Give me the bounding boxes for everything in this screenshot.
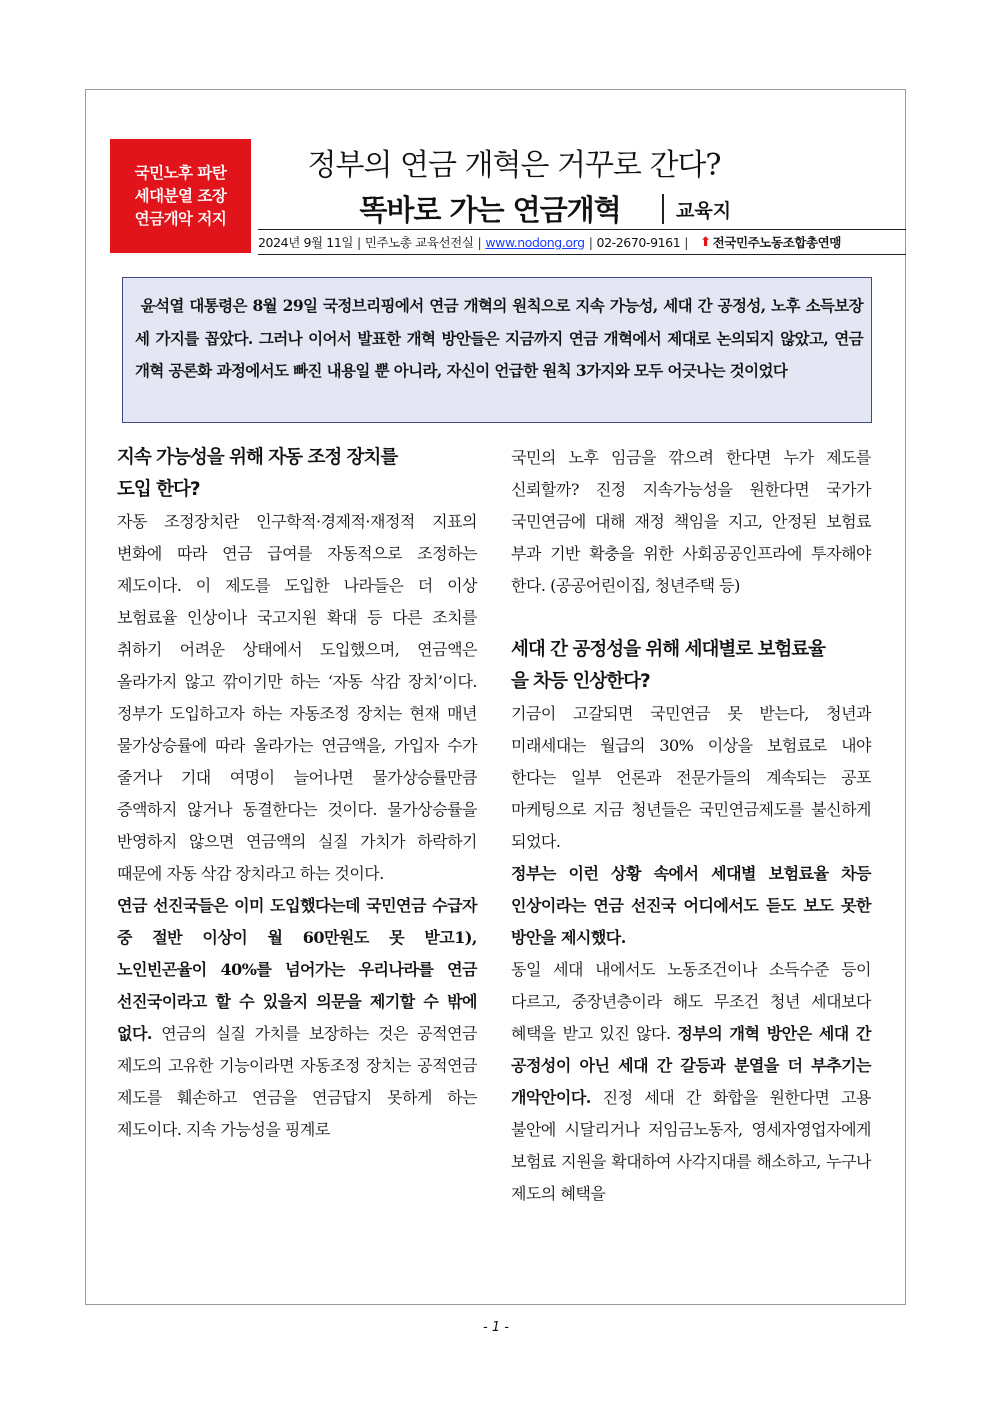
section2-heading-line2: 을 차등 인상한다?: [511, 671, 650, 692]
page-number: - 1 -: [483, 1320, 509, 1335]
phone-number: 02-2670-9161: [596, 234, 681, 250]
section2-paragraph1: 기금이 고갈되면 국민연금 못 받는다, 청년과 미래세대는 월급의 30% 이상을 보험료로 내야 한다는 일부 언론과 전문가들의 계속되는 공포 마케팅으로 지금 청년들은 국민연금제도를 불신하게 되었다.: [511, 704, 871, 851]
website-link[interactable]: www.nodong.org: [485, 234, 585, 250]
section2-paragraph3: [511, 954, 871, 1210]
main-title: 똑바로 가는 연금개혁: [359, 193, 621, 227]
doc-type-label: 교육지: [676, 200, 732, 222]
slogan-badge: [110, 139, 251, 253]
right-column: [511, 442, 871, 1210]
section1-heading-line2: 도입 한다?: [117, 479, 200, 500]
publication-info: 2024년 9월 11일 | 민주노총 교육선전실 | www.nodong.org | 02-2670-9161 | ⬆ 전국민주노동조합총연맹: [258, 234, 842, 250]
header-rule-bottom: [258, 254, 906, 255]
section1-paragraph2-rest: 연금의 실질 가치를 보장하는 것은 공적연금 제도의 고유한 기능이라면 자동조정 장치는 공적연금 제도를 훼손하고 연금을 연금답지 못하게 하는 제도이다. 지속 가능성을 핑계로: [117, 1024, 477, 1139]
section2-heading-line1: 세대 간 공정성을 위해 세대별로 보험료율: [511, 639, 826, 660]
publisher: 민주노총 교육선전실: [364, 235, 474, 250]
badge-line-2: 세대분열 조장: [134, 186, 227, 205]
title-separator: [662, 194, 664, 224]
section1-paragraph2: [117, 890, 477, 1146]
section2-paragraph3-start: 동일 세대 내에서도 노동조건이나 소득수준 등이 다르고, 중장년층이라 해도 무조건 청년 세대보다 혜택을 받고 있진 않다.: [511, 960, 871, 1043]
badge-line-3: 연금개악 저지: [134, 209, 227, 228]
summary-box: [122, 277, 872, 423]
publish-date: 2024년 9월 11일: [258, 235, 354, 250]
kctu-logo-icon: ⬆: [700, 234, 711, 250]
section2-paragraph3-end: 진정 세대 간 화합을 원한다면 고용 불안에 시달리거나 저임금노동자, 영세자영업자에게 보험료 지원을 확대하여 사각지대를 해소하고, 누구나 제도의 혜택을: [511, 1088, 871, 1203]
section1-paragraph2-bold: 연금 선진국들은 이미 도입했다는데 국민연금 수급자 중 절반 이상이 월 60만원도 못 받고1), 노인빈곤율이 40%를 넘어가는 우리나라를 연금 선진국이라고 할 수 있을지 의문을 제기할 수 밖에 없다.: [117, 896, 477, 1043]
left-column: [117, 442, 477, 1146]
section2-paragraph3-bold: 정부의 개혁 방안은 세대 간 공정성이 아닌 세대 간 갈등과 분열을 더 부추기는 개악안이다.: [511, 1024, 871, 1107]
section1-paragraph1: 자동 조정장치란 인구학적·경제적·재정적 지표의 변화에 따라 연금 급여를 자동적으로 조정하는 제도이다. 이 제도를 도입한 나라들은 더 이상 보험료율 인상이나 국고지원 확대 등 다른 조치를 취하기 어려운 상태에서 도입했으며, 연금액은 올라가지 않고 깎이기만 하는 ‘자동 삭감 장치’이다. 정부가 도입하고자 하는 자동조정 장치는 현재 매년 물가상승률에 따라 올라가는 연금액을, 가입자 수가 줄거나 기대 여명이 늘어나면 물가상승률만큼 증액하지 않거나 동결한다는 것이다. 물가상승률을 반영하지 않으면 연금액의 실질 가치가 하락하기 때문에 자동 삭감 장치라고 하는 것이다.: [117, 512, 477, 883]
summary-text: 윤석열 대통령은 8월 29일 국정브리핑에서 연금 개혁의 원칙으로 지속 가능성, 세대 간 공정성, 노후 소득보장 세 가지를 꼽았다. 그러나 이어서 발표한 개혁 방안들은 지금까지 연금 개혁에서 제대로 논의되지 않았고, 연금 개혁 공론화 과정에서도 빠진 내용일 뿐 아니라, 자신이 언급한 원칙 3가지와 모두 어긋나는 것이었다: [135, 296, 864, 380]
header-rule-top: [258, 229, 906, 230]
headline-question: 정부의 연금 개혁은 거꾸로 간다?: [307, 148, 721, 183]
section2-paragraph2: 정부는 이런 상황 속에서 세대별 보험료율 차등 인상이라는 연금 선진국 어디에서도 듣도 보도 못한 방안을 제시했다.: [511, 864, 871, 947]
section1-continued: 국민의 노후 임금을 깎으려 한다면 누가 제도를 신뢰할까? 진정 지속가능성을 원한다면 국가가 국민연금에 대해 재정 책임을 지고, 안정된 보험료 부과 기반 확충을 위한 사회공공인프라에 투자해야 한다. (공공어린이집, 청년주택 등): [511, 448, 871, 595]
badge-line-1: 국민노후 파탄: [134, 163, 227, 182]
section1-heading-line1: 지속 가능성을 위해 자동 조정 장치를: [117, 447, 398, 468]
org-logo: [700, 233, 841, 251]
org-name: 전국민주노동조합총연맹: [712, 235, 842, 250]
